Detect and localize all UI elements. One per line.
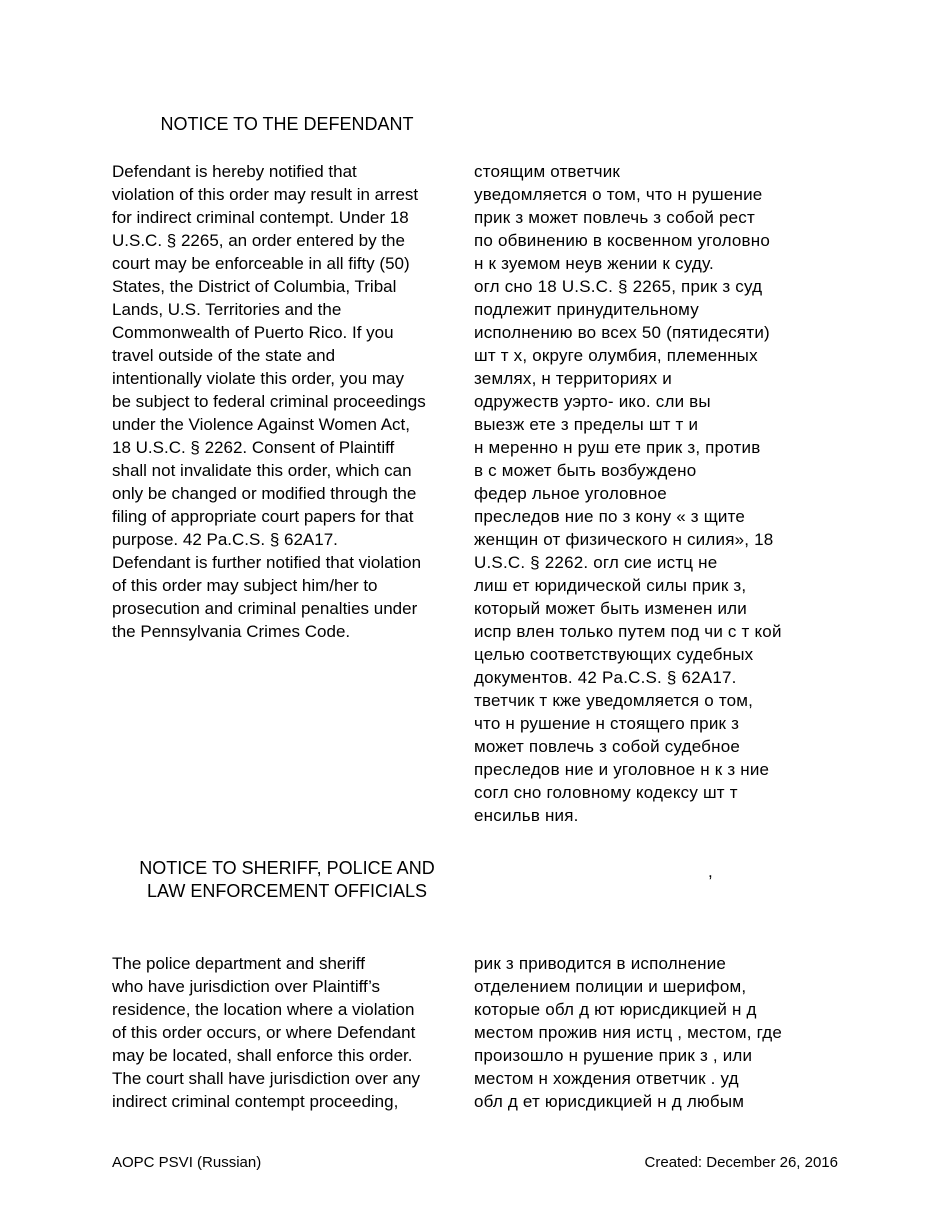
sheriff-notice-heading: NOTICE TO SHERIFF, POLICE AND LAW ENFORCEMENT OFFICIALS [139, 858, 435, 901]
footer-form-id: AOPC PSVI (Russian) [112, 1154, 262, 1171]
sheriff-notice-heading-ru: , [708, 862, 713, 881]
defendant-notice-body-en: Defendant is hereby notified that violation of this order may result in arrest for indirect criminal contempt. Under 18 U.S.C. § 2265, an order entered by the court may be enforceable in all fifty (50) States, the District of Columbia, Tribal Lands, U.S. Territories and the Commonwealth of Puerto Rico. If you travel outside of the state and intentionally violate this order, you may be subject to federal criminal proceedings under the Violence Against Women Act, 18 U.S.C. § 2262. Consent of Plaintiff shall not invalidate this order, which can only be changed or modified through the filing of appropriate court papers for that purpose. 42 Pa.C.S. § 62A17. Defendant is further notified that violation of this order may subject him/her to prosecution and criminal penalties under the Pennsylvania Crimes Code. [112, 162, 426, 641]
sheriff-notice-body-en: The police department and sheriff who have jurisdiction over Plaintiff’s residence, the location where a violation of this order occurs, or where Defendant may be located, shall enforce this order. The court shall have jurisdiction over any indirect criminal contempt proceeding, [112, 954, 421, 1111]
sheriff-notice-body-ru: рик з приводится в исполнение отделением полиции и шерифом, которые обл д ют юрисдикцией н д местом прожив ния истц , местом, где произошло н рушение прик з , или местом н хождения ответчик . уд обл д ет юрисдикцией н д любым [474, 954, 782, 1111]
defendant-notice-body-ru: стоящим ответчик уведомляется о том, что н рушение прик з может повлечь з собой рест по обвинению в косвенном уголовно н к зуемом неув жении к суду. огл сно 18 U.S.C. § 2265, прик з суд подлежит принудительному исполнению во всех 50 (пятидесяти) шт т х, округе олумбия, племенных землях, н территориях и одружеств уэрто- ико. сли вы выезж ете з пределы шт т и н меренно н руш ете прик з, против в с может быть возбуждено федер льное уголовное преследов ние по з кону « з щите женщин от физического н силия», 18 U.S.C. § 2262. огл сие истц не лиш ет юридической силы прик з, который может быть изменен или испр влен только путем под чи с т кой целью соответствующих судебных документов. 42 Pa.C.S. § 62A17. тветчик т кже уведомляется о том, что н рушение н стоящего прик з может повлечь з собой судебное преследов ние и уголовное н к з ние согл сно головному кодексу шт т енсильв ния. [474, 162, 782, 825]
defendant-notice-heading: NOTICE TO THE DEFENDANT [160, 114, 414, 134]
footer-created-date: Created: December 26, 2016 [644, 1154, 838, 1171]
